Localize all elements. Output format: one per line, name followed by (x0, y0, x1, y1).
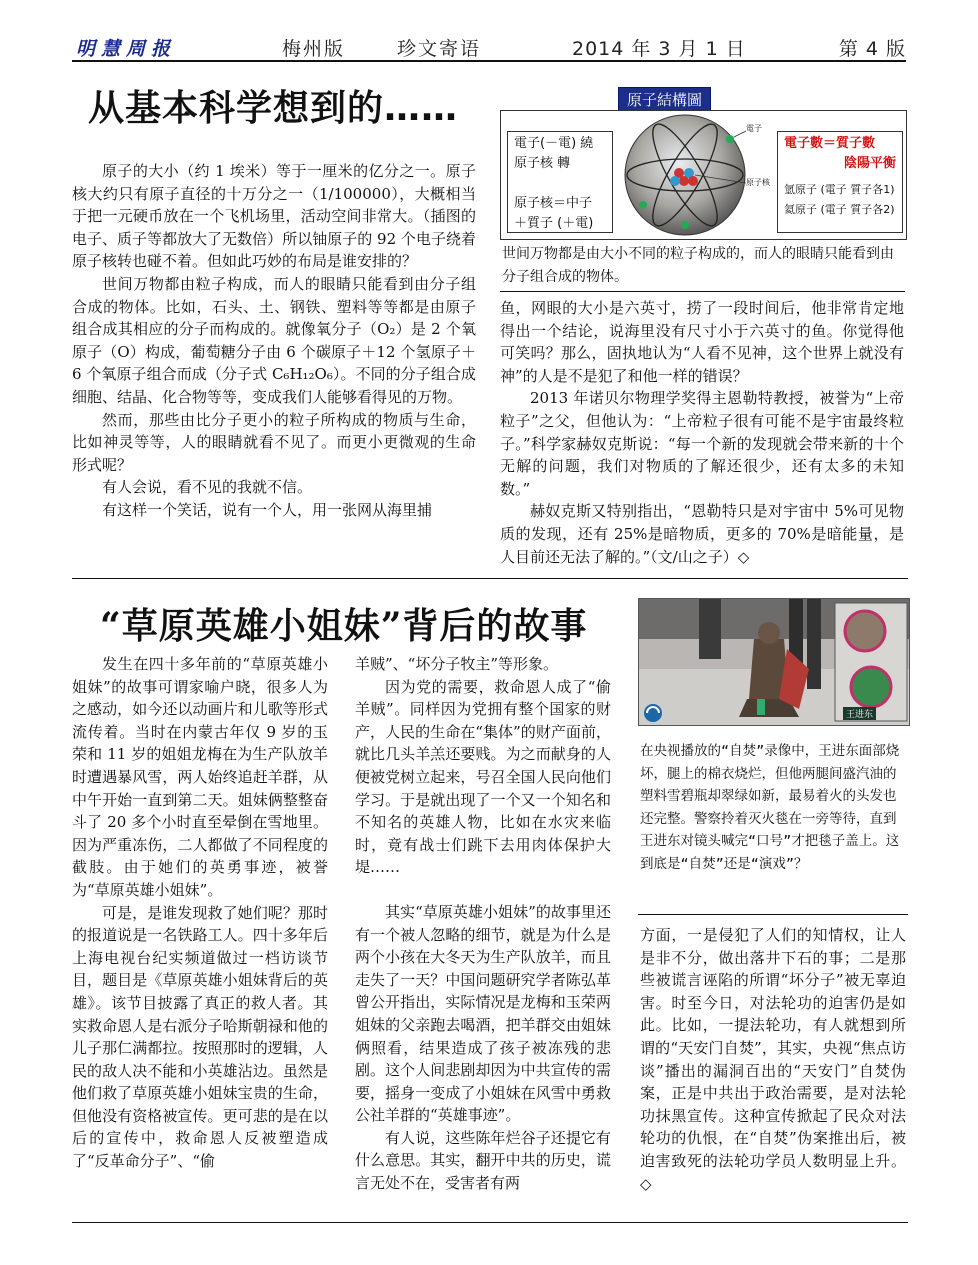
article1-paragraph: 赫奴克斯又特别指出，“恩勒特只是对宇宙中 5%可见物质的发现，还有 25%是暗物质，更多的 70%是暗能量，是人目前还无法了解的。”（文/山之子）◇ (500, 502, 904, 566)
photo-name-label: 王进东 (843, 707, 876, 720)
helium-atom-note: 氦原子 (電子 質子各2) (784, 203, 895, 216)
electron-label: 電子 (746, 124, 762, 133)
article2-paragraph: 其实“草原英雄小姐妹”的故事里还有一个被人忽略的细节，就是为什么是两个小孩在大冬天为生产队放羊，而且走失了一天？中国问题研究学者陈弘革曾公开指出，实际情况是龙梅和玉荣两姐妹的父亲跑去喝酒，把羊群交由姐妹俩照看，结果造成了孩子被冻残的悲剧。这个人间悲剧却因为中共宣传的需要，摇身一变成了小姐妹在风雪中勇救公社羊群的“英雄事迹”。 (355, 902, 611, 1125)
nucleus-label: 原子核 (746, 178, 770, 187)
article2-paragraph: 因为党的需要，救命恩人成了“偷羊贼”。同样因为党拥有整个国家的财产，人民的生命在“集体”的财产面前，就比几头羊羔还要贱。为之而献身的人便被党树立起来，号召全国人民向他们学习。于是就出现了一个又一个知名和不知名的英雄人物，比如在水灾来临时，竟有战士们跳下去用肉体保护大堤…… (355, 677, 611, 877)
article2-paragraph: 羊贼”、“坏分子牧主”等形象。 (355, 655, 559, 673)
atom-diagram-title (618, 87, 711, 112)
caption-rule (500, 291, 905, 292)
paper-name: 明慧周报 (76, 38, 177, 60)
issue-date: 2014 年 3 月 1 日 (572, 38, 746, 60)
article1-paragraph: 鱼，网眼的大小是六英寸，捞了一段时间后，他非常肯定地得出一个结论，说海里没有尺寸小于六英寸的鱼。你觉得他可笑吗？那么，固执地认为“人看不见神，这个世界上就没有神”的人是不是犯了和他一样的错误？ (500, 299, 904, 385)
page-number: 第 4 版 (838, 38, 906, 60)
section-label: 珍文寄语 (397, 38, 482, 60)
article1-paragraph: 有人会说，看不见的我就不信。 (102, 478, 313, 497)
article1-left-column (72, 160, 476, 570)
article1-paragraph: 世间万物都由粒子构成，而人的眼睛只能看到由分子组合成的物体。比如，石头、土、钢铁、塑料等等都是由原子组合成其相应的分子而构成的。就像氧分子（O₂）是 2 个氧原子（O）构成，葡萄糖分子由 6 个碳原子＋12 个氢原子＋6 个氧原子组合而成（分子式 C₆H₁₂O₆）。不同的分子组合成细胞、结晶、化合物等等，变成我们人能够看得见的万物。 (72, 274, 476, 406)
photo-caption: 在央视播放的“自焚”录像中，王进东面部烧坏，腿上的棉衣烧烂，但他两腿间盛汽油的塑料雪碧瓶却翠绿如新，最易着火的头发也还完整。警察拎着灭火毯在一旁等待，直到王进东对镜头喊完“口号”才把毯子盖上。这到底是“自焚”还是“演戏”？ (640, 743, 900, 872)
article2-paragraph: 发生在四十多年前的“草原英雄小姐妹”的故事可谓家喻户晓，很多人为之感动，如今还以动画片和儿歌等形式流传着。当时在内蒙古年仅 9 岁的玉荣和 11 岁的姐姐龙梅在为生产队放羊时遭遇暴风雪，两人始终追赶羊群，从中午开始一直到第二天。姐妹俩整整奋斗了 20 多个小时直至晕倒在雪地里。因为严重冻伤，二人都做了不同程度的截肢。由于她们的英勇事迹，被誉为“草原英雄小姐妹”。 (72, 655, 328, 899)
hydrogen-atom-note: 氫原子 (電子 質子各1) (784, 183, 895, 196)
photo-caption-rule (638, 914, 908, 915)
article2-paragraph: 方面，一是侵犯了人们的知情权，让人是非不分，做出落井下石的事；二是那些被谎言诬陷的所谓“坏分子”被无辜迫害。时至今日，对法轮功的迫害仍是如此。比如，一提法轮功，有人就想到所谓的“天安门自焚”，其实，央视“焦点访谈”播出的漏洞百出的“天安门”自焚伪案，正是中共出于政治需要，是对法轮功抹黑宣传。这种宣传掀起了民众对法轮功的仇恨，在“自焚”伪案推出后，被迫害致死的法轮功学员人数明显上升。◇ (640, 926, 906, 1193)
footer-rule (72, 1222, 908, 1223)
edition-label: 梅州版 (282, 38, 346, 60)
article1-paragraph: 有这样一个笑话，说有一个人，用一张网从海里捕 (102, 500, 433, 519)
electron-dot (726, 135, 734, 143)
article2-title: “草原英雄小姐妹”背后的故事 (100, 605, 588, 647)
article1-paragraph: 2013 年诺贝尔物理学奖得主恩勒特教授，被誉为“上帝粒子”之父，但他认为：“上帝粒子很有可能不是宇宙最终粒子。”科学家赫奴克斯说：“每一个新的发现就会带来新的十个无解的问题，我们对物质的了解还很少，还有太多的未知数。” (500, 389, 904, 498)
article1-paragraph: 然而，那些由比分子更小的粒子所构成的物质与生命，比如神灵等等，人的眼睛就看不见了。而更小更微观的生命形式呢？ (72, 410, 476, 474)
self-immolation-photo (638, 598, 910, 726)
article1-title: 从基本科学想到的…… (88, 88, 459, 129)
page-header (72, 30, 906, 62)
yin-yang-balance: 陰陽平衡 (843, 156, 896, 171)
header-rule (72, 60, 906, 62)
article2-paragraph: 有人说，这些陈年烂谷子还提它有什么意思。其实，翻开中共的历史，谎言无处不在，受害者有两 (355, 1128, 611, 1193)
article-divider (72, 578, 908, 579)
diagram-right-box (777, 131, 903, 233)
atom-caption: 世间万物都是由大小不同的粒子构成的，而人的眼睛只能看到由分子组合成的物体。 (502, 246, 894, 285)
article1-paragraph: 原子的大小（约 1 埃米）等于一厘米的亿分之一。原子核大约只有原子直径的十万分之一（1/100000），大概相当于把一元硬币放在一个飞机场里，活动空间非常大。（插图的电子、质子等都放大了无数倍）所以铀原子的 92 个电子绕着原子核转也碰不着。但如此巧妙的布局是谁安排的？ (72, 162, 476, 271)
article2-column-3 (640, 924, 906, 1214)
article2-paragraph: 可是，是谁发现救了她们呢？那时的报道说是一名铁路工人。四十多年后上海电视台纪实频道做过一档访谈节目，题目是《草原英雄小姐妹背后的英雄》。该节目披露了真正的救人者。其实救命恩人是右派分子哈斯朝禄和他的儿子那仁满都拉。按照那时的逻辑，人民的敌人决不能和小英雄沾边。虽然是他们救了草原英雄小姐妹宝贵的生命，但他没有资格被宣传。更可悲的是在以后的宣传中，救命恩人反被塑造成了“反革命分子”、“偷 (72, 903, 328, 1171)
atom-diagram-label: 原子結構圖 (618, 87, 711, 112)
atom-illustration (613, 113, 778, 237)
article2-column-1 (72, 653, 328, 1213)
article1-right-column (500, 297, 904, 569)
electron-proton-equal: 電子數＝質子數 (784, 136, 876, 151)
article2-column-2 (355, 653, 611, 1213)
atom-diagram (500, 110, 907, 240)
diagram-left-box: 電子(－電) 繞 原子核 轉 原子核＝中子 ＋質子 (＋電) (507, 131, 613, 233)
